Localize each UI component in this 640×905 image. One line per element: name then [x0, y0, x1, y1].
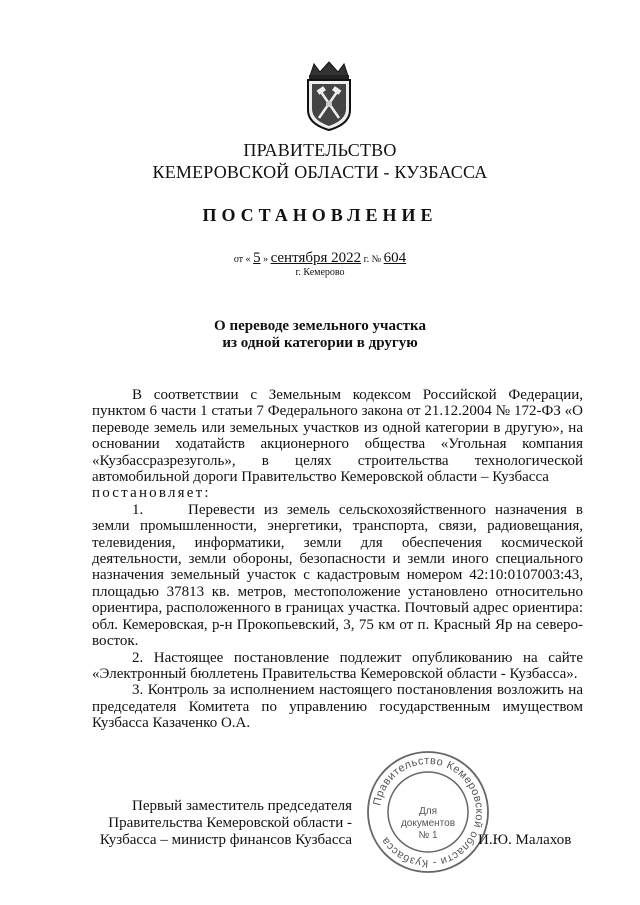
subject-line1: О переводе земельного участка — [214, 318, 426, 334]
stamp-line3: № 1 — [418, 830, 438, 841]
svg-text:Правительство Кемеровской обла: Правительство Кемеровской области - Кузбасса — [371, 754, 486, 870]
body-item-3: 3. Контроль за исполнением настоящего постановления возложить на председателя Комитета по управлению государственным имуществом Кузбасса Казаченко О.А. — [92, 682, 583, 732]
date-mid: » — [263, 254, 269, 265]
subject-line2: из одной категории в другую — [222, 335, 418, 351]
body-intro: В соответствии с Земельным кодексом Российской Федерации, пунктом 6 части 1 статьи 7 Федерального закона от 21.12.2004 № 172-ФЗ «О переводе земель или земельных участков из одной категории в другую», на основании ходатайств акционерного общества «Угольная компания «Кузбассразрезуголь», в целях строительства технологической автомобильной дороги Правительство Кемеровской области – Кузбасса — [92, 387, 583, 486]
date-month-year: сентября 2022 — [270, 250, 362, 266]
body-decides: постановляет: — [92, 485, 211, 502]
government-name-line2: КЕМЕРОВСКОЙ ОБЛАСТИ - КУЗБАССА — [152, 162, 488, 182]
date-day: 5 — [253, 250, 261, 266]
body-item-2: 2. Настоящее постановление подлежит опубликованию на сайте «Электронный бюллетень Правительства Кемеровской области - Кузбасса». — [92, 649, 583, 682]
item-1-text: Перевести из земель сельскохозяйственного назначения в земли промышленности, энергетики, транспорта, связи, радиовещания, телевидения, информатики, земли для обеспечения космической деятельности, земли обороны, безопасности и земли иного специального назначения земельный участок с кадастровым номером 42:10:0107003:43, площадью 37813 кв. метров, местоположение установлено относительно ориентира, расположенного в границах участка. Почтовый адрес ориентира: обл. Кемеровская, р-н Прокопьевский, 3, 75 км от п. Красный Яр на северо-восток. — [92, 501, 583, 650]
stamp-line1: Для — [418, 806, 438, 817]
signer-title-line1: Первый заместитель председателя — [132, 798, 352, 814]
signature-block — [90, 798, 352, 849]
signer-name: И.Ю. Малахов — [478, 832, 572, 848]
item-1-number: 1. — [132, 501, 144, 518]
decree-title: ПОСТАНОВЛЕНИЕ — [202, 205, 438, 225]
signer-title-line3: Кузбасса – министр финансов Кузбасса — [99, 832, 352, 848]
year-suffix: г. — [363, 254, 370, 265]
date-prefix: от « — [233, 254, 251, 265]
body-item-1 — [92, 502, 583, 650]
coat-of-arms-emblem — [300, 60, 358, 132]
decree-date-number — [0, 250, 640, 278]
signer-title-line2: Правительства Кемеровской области - — [108, 815, 352, 831]
decree-number: 604 — [383, 250, 407, 266]
decree-city: г. Кемерово — [295, 267, 345, 278]
stamp-center-text — [364, 806, 492, 842]
decree-subject — [0, 318, 640, 352]
decree-body — [92, 387, 583, 732]
stamp-line2: документов — [400, 818, 456, 829]
government-name-line1: ПРАВИТЕЛЬСТВО — [243, 140, 397, 160]
number-label: № — [371, 254, 382, 265]
